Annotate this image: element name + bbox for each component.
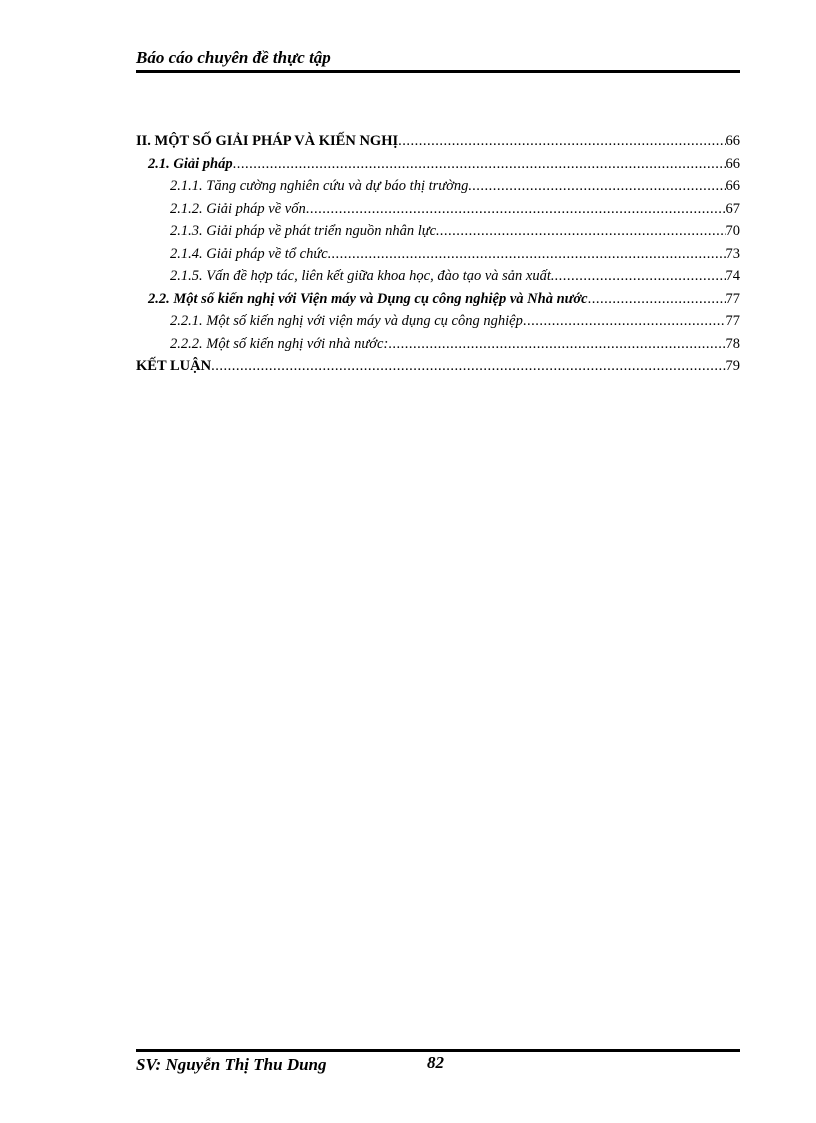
footer-author: SV: Nguyễn Thị Thu Dung — [136, 1055, 327, 1074]
toc-entry — [136, 268, 740, 291]
toc-entry — [136, 133, 740, 156]
toc-leader-dots — [388, 336, 725, 353]
toc-leader-dots — [555, 268, 726, 285]
toc-leader-dots — [331, 246, 725, 263]
toc-entry — [136, 246, 740, 269]
footer-rule — [136, 1049, 740, 1052]
toc-entry-page: 70 — [725, 223, 740, 239]
toc-entry — [136, 313, 740, 336]
toc-entry-page: 73 — [725, 245, 740, 262]
table-of-contents — [136, 133, 740, 381]
toc-entry-label: II. MỘT SỐ GIẢI PHÁP VÀ KIẾN NGHỊ — [136, 133, 399, 149]
toc-entry-label: 2.1.3. Giải pháp về phát triển nguồn nhân lực. — [170, 223, 440, 239]
toc-entry-label: 2.1.4. Giải pháp về tổ chức. — [170, 245, 332, 262]
toc-entry — [136, 358, 740, 381]
toc-entry-page: 79 — [725, 358, 740, 374]
header-rule — [136, 70, 740, 73]
toc-entry-label: 2.1.2. Giải pháp về vốn — [170, 200, 306, 217]
header-title: Báo cáo chuyên đề thực tập — [136, 48, 331, 67]
toc-leader-dots — [440, 223, 726, 240]
toc-leader-dots — [472, 178, 725, 195]
toc-leader-dots — [523, 313, 726, 330]
toc-leader-dots — [211, 358, 725, 375]
toc-leader-dots — [306, 201, 726, 218]
toc-entry — [136, 291, 740, 314]
toc-entry-page: 77 — [725, 290, 740, 307]
toc-entry-page: 66 — [725, 133, 740, 149]
toc-entry — [136, 201, 740, 224]
toc-entry-label: 2.1. Giải pháp — [148, 155, 233, 172]
toc-entry-page: 66 — [725, 178, 740, 194]
toc-entry-label: 2.2. Một số kiến nghị với Viện máy và Dụng cụ công nghiệp và Nhà nước — [148, 290, 588, 307]
toc-entry-label: 2.1.1. Tăng cường nghiên cứu và dự báo thị trường. — [170, 178, 473, 194]
toc-entry-page: 67 — [725, 200, 740, 217]
toc-entry-label: KẾT LUẬN — [136, 358, 212, 374]
toc-entry-page: 77 — [725, 313, 740, 329]
toc-entry-label: 2.2.2. Một số kiến nghị với nhà nước: — [170, 335, 389, 352]
toc-entry — [136, 223, 740, 246]
toc-leader-dots — [588, 291, 726, 308]
toc-entry — [136, 156, 740, 179]
toc-leader-dots — [233, 156, 726, 173]
toc-entry-page: 66 — [725, 155, 740, 172]
toc-entry — [136, 336, 740, 359]
footer-page-number: 82 — [427, 1053, 444, 1072]
toc-entry-label: 2.1.5. Vấn đề hợp tác, liên kết giữa khoa học, đào tạo và sản xuất. — [170, 268, 555, 284]
toc-leader-dots — [398, 133, 725, 150]
toc-entry-page: 74 — [725, 268, 740, 284]
toc-entry-label: 2.2.1. Một số kiến nghị với viện máy và dụng cụ công nghiệp — [170, 313, 523, 329]
toc-entry — [136, 178, 740, 201]
toc-entry-page: 78 — [725, 335, 740, 352]
